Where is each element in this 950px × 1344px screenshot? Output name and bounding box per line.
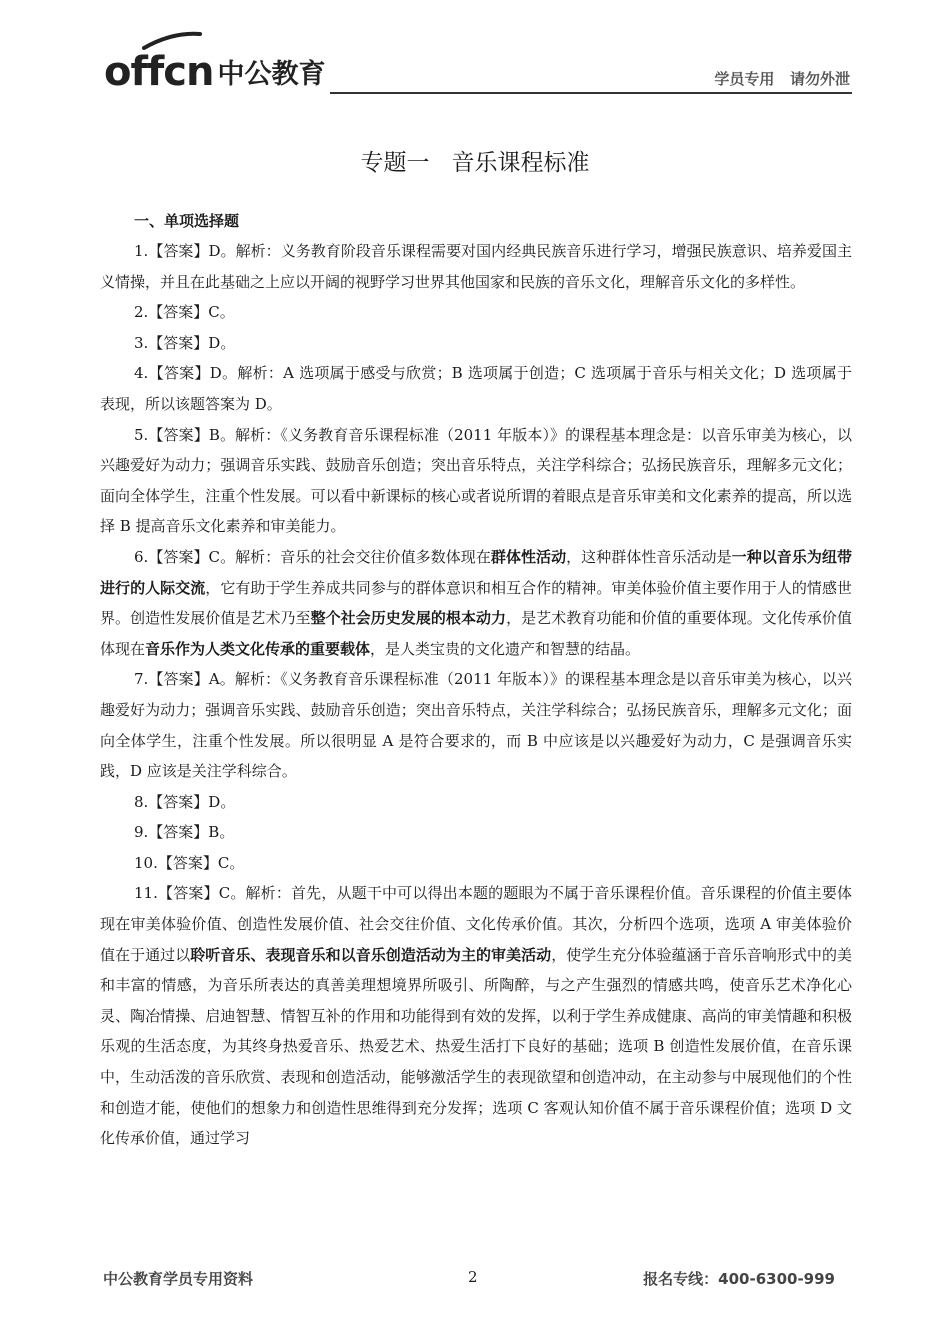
answer-item bbox=[100, 878, 852, 1153]
document-body bbox=[100, 207, 852, 1154]
footer-hotline: 报名专线：400-6300-999 bbox=[643, 1270, 835, 1288]
answer-text: 5.【答案】B。解析：《义务教育音乐课程标准（2011 年版本）》的课程基本理念是：以音乐审美为核心，以兴趣爱好为动力；强调音乐实践、鼓励音乐创造；突出音乐特点，关注学科综合；弘扬民族音乐，理解多元文化；面向全体学生，注重个性发展。可以看中新课标的核心或者说所谓的着眼点是音乐审美和文化素养的提高，所以选择 B 提高音乐文化素养和审美能力。 bbox=[100, 425, 852, 536]
answer-text: 7.【答案】A。解析：《义务教育音乐课程标准（2011 年版本）》的课程基本理念是以音乐审美为核心，以兴趣爱好为动力；强调音乐实践、鼓励音乐创造；突出音乐特点，关注学科综合；弘扬民族音乐，理解多元文化；面向全体学生，注重个性发展。所以很明显 A 是符合要求的，而 B 中应该是以兴趣爱好为动力，C 是强调音乐实践，D 应该是关注学科综合。 bbox=[100, 670, 852, 781]
emphasis-text: 音乐作为人类文化传承的重要载体 bbox=[145, 639, 371, 658]
logo-cn: 中公教育 bbox=[217, 59, 326, 90]
logo-swoosh-icon bbox=[142, 30, 202, 50]
page-number: 2 bbox=[468, 1268, 478, 1286]
answer-text: 2.【答案】C。 bbox=[134, 303, 235, 322]
answer-text: 10.【答案】C。 bbox=[134, 853, 245, 872]
page-header bbox=[100, 38, 852, 96]
logo-latin: offcn bbox=[104, 49, 214, 95]
answer-list bbox=[100, 236, 852, 1154]
footer-source: 中公教育学员专用资料 bbox=[103, 1270, 254, 1288]
answer-text: ，它有助于学生养成共同参与的群体意识和相互合作的精神。审美体验价值主要作用于人的情感世界。创造性发展价值是艺术乃至 bbox=[100, 578, 852, 628]
answer-text: ，是艺术教育功能和价值的重要体现。文化传承价值体现在 bbox=[100, 609, 852, 658]
answer-item bbox=[100, 542, 852, 664]
answer-item bbox=[100, 664, 852, 786]
answer-text: 11.【答案】C。解析：首先，从题干中可以得出本题的题眼为不属于音乐课程价值。音乐课程的价值主要体现在审美体验价值、创造性发展价值、社会交往价值、文化传承价值。其次，分析四个选项，选项 A 审美体验价值在于通过以 bbox=[100, 884, 852, 964]
answer-text: ，是人类宝贵的文化遗产和智慧的结晶。 bbox=[370, 639, 641, 658]
answer-text: ，使学生充分体验蕴涵于音乐音响形式中的美和丰富的情感，为音乐所表达的真善美理想境界所吸引、所陶醉，与之产生强烈的情感共鸣，使音乐艺术净化心灵、陶冶情操、启迪智慧、情智互补的作用和功能得到有效的发挥，以利于学生养成健康、高尚的审美情趣和积极乐观的生活态度，为其终身热爱音乐、热爱艺术、热爱生活打下良好的基础；选项 B 创造性发展价值，在音乐课中，生动活泼的音乐欣赏、表现和创造活动，能够激活学生的表现欲望和创造冲动，在主动参与中展现他们的个性和创造才能，使他们的想象力和创造性思维得到充分发挥；选项 C 客观认知价值不属于音乐课程价值；选项 D 文化传承价值，通过学习 bbox=[100, 945, 852, 1148]
emphasis-text: 群体性活动 bbox=[490, 547, 567, 566]
answer-item bbox=[100, 297, 852, 328]
page-footer bbox=[0, 1268, 950, 1294]
emphasis-text: 聆听音乐、表现音乐和以音乐创造活动为主的审美活动 bbox=[190, 945, 552, 964]
page-title: 专题一 音乐课程标准 bbox=[360, 150, 590, 176]
answer-text: 6.【答案】C。解析：音乐的社会交往价值多数体现在 bbox=[134, 547, 491, 566]
header-divider bbox=[330, 92, 852, 94]
answer-text: 1.【答案】D。解析：义务教育阶段音乐课程需要对国内经典民族音乐进行学习，增强民族意识、培养爱国主义情操，并且在此基础之上应以开阔的视野学习世界其他国家和民族的音乐文化，理解音乐文化的多样性。 bbox=[100, 242, 852, 291]
emphasis-text: 整个社会历史发展的根本动力 bbox=[310, 609, 507, 628]
brand-logo bbox=[104, 42, 326, 95]
answer-item bbox=[100, 358, 852, 419]
answer-text: 4.【答案】D。解析：A 选项属于感受与欣赏；B 选项属于创造；C 选项属于音乐与相关文化；D 选项属于表现，所以该题答案为 D。 bbox=[100, 364, 852, 413]
header-note: 学员专用 请勿外泄 bbox=[714, 70, 850, 88]
answer-text: 9.【答案】B。 bbox=[134, 823, 235, 842]
answer-item bbox=[100, 236, 852, 297]
answer-item bbox=[100, 420, 852, 542]
emphasis-text: 一种以音乐为纽带进行的人际交流 bbox=[100, 547, 852, 597]
answer-item bbox=[100, 787, 852, 818]
answer-text: 3.【答案】D。 bbox=[134, 333, 236, 352]
answer-text: ，这种群体性音乐活动是 bbox=[566, 547, 732, 566]
answer-item bbox=[100, 848, 852, 879]
answer-item bbox=[100, 817, 852, 848]
answer-text: 8.【答案】D。 bbox=[134, 792, 236, 811]
section-heading: 一、单项选择题 bbox=[134, 212, 240, 230]
answer-item bbox=[100, 328, 852, 359]
